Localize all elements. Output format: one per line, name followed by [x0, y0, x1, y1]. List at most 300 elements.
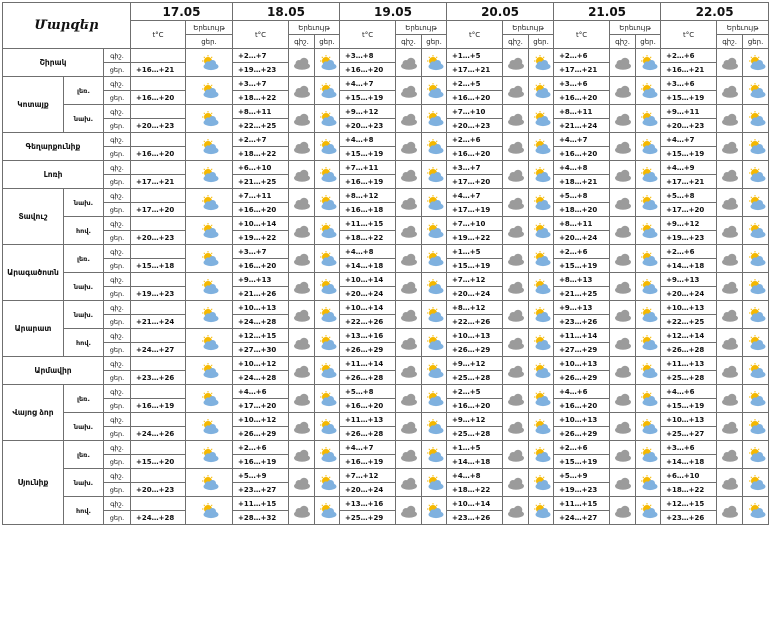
temperature-cell	[131, 189, 186, 203]
temperature-cell: +4…+8	[447, 469, 503, 483]
sun-cloud-icon	[746, 223, 766, 238]
cloud-icon	[292, 419, 312, 434]
weather-cell	[422, 49, 447, 77]
night-header: գիշ.	[717, 35, 743, 49]
sun-cloud-icon	[424, 475, 444, 490]
subzone-label: նախ.	[64, 301, 104, 329]
temperature-cell	[131, 497, 186, 511]
weather-cell	[186, 441, 233, 469]
temperature-cell: +4…+7	[340, 77, 396, 91]
weather-cell	[396, 441, 422, 469]
sun-cloud-icon	[424, 55, 444, 70]
sun-cloud-icon	[638, 195, 658, 210]
temperature-cell: +18…+22	[447, 483, 503, 497]
period-label: գիշ.	[104, 217, 131, 231]
sun-cloud-icon	[746, 363, 766, 378]
weather-cell	[529, 301, 554, 329]
weather-cell	[636, 217, 661, 245]
sun-cloud-icon	[746, 307, 766, 322]
weather-cell	[503, 189, 529, 217]
region-name: Սյունիք	[3, 441, 64, 525]
period-label: ցեր.	[104, 231, 131, 245]
day-header: ցեր.	[186, 35, 233, 49]
weather-cell	[743, 469, 769, 497]
cloud-icon	[506, 111, 526, 126]
weather-cell	[610, 441, 636, 469]
sun-cloud-icon	[746, 335, 766, 350]
temperature-cell: +19…+23	[131, 287, 186, 301]
weather-cell	[396, 357, 422, 385]
weather-cell	[289, 469, 315, 497]
weather-cell	[636, 301, 661, 329]
sun-cloud-icon	[746, 195, 766, 210]
subzone-label: լեռ.	[64, 245, 104, 273]
sun-cloud-icon	[424, 195, 444, 210]
weather-cell	[315, 469, 340, 497]
weather-cell	[636, 497, 661, 525]
weather-cell	[396, 133, 422, 161]
region-name: Վայոց ձոր	[3, 385, 64, 441]
sun-cloud-icon	[199, 139, 219, 154]
weather-cell	[717, 217, 743, 245]
weather-cell	[717, 133, 743, 161]
temperature-cell: +8…+12	[447, 301, 503, 315]
cloud-icon	[613, 139, 633, 154]
night-header: գիշ.	[503, 35, 529, 49]
sun-cloud-icon	[531, 167, 551, 182]
weather-cell	[743, 301, 769, 329]
temperature-cell: +10…+13	[554, 413, 610, 427]
period-label: գիշ.	[104, 301, 131, 315]
sun-cloud-icon	[746, 251, 766, 266]
cloud-icon	[292, 335, 312, 350]
temperature-cell: +21…+26	[233, 287, 289, 301]
period-label: գիշ.	[104, 385, 131, 399]
sun-cloud-icon	[424, 335, 444, 350]
cloud-icon	[292, 391, 312, 406]
weather-cell	[315, 105, 340, 133]
temperature-cell: +18…+22	[340, 231, 396, 245]
weather-cell	[503, 49, 529, 77]
temperature-cell: +7…+12	[447, 273, 503, 287]
weather-cell	[289, 133, 315, 161]
temperature-cell: +8…+11	[233, 105, 289, 119]
table-row	[3, 273, 769, 287]
weather-cell	[422, 441, 447, 469]
sun-cloud-icon	[424, 139, 444, 154]
sun-cloud-icon	[199, 447, 219, 462]
weather-cell	[315, 49, 340, 77]
day-header: ցեր.	[636, 35, 661, 49]
temperature-cell: +16…+20	[131, 91, 186, 105]
sun-cloud-icon	[199, 335, 219, 350]
weather-cell	[717, 469, 743, 497]
temperature-cell: +20…+23	[131, 119, 186, 133]
weather-cell	[315, 301, 340, 329]
weather-cell	[717, 105, 743, 133]
temperature-cell	[131, 441, 186, 455]
weather-cell	[186, 357, 233, 385]
sun-cloud-icon	[199, 363, 219, 378]
weather-cell	[422, 329, 447, 357]
table-row	[3, 105, 769, 119]
sun-cloud-icon	[638, 335, 658, 350]
weather-cell	[503, 413, 529, 441]
sun-cloud-icon	[317, 279, 337, 294]
cloud-icon	[506, 391, 526, 406]
weather-cell	[610, 77, 636, 105]
cloud-icon	[720, 195, 740, 210]
weather-cell	[717, 329, 743, 357]
cloud-icon	[292, 55, 312, 70]
temperature-cell	[131, 273, 186, 287]
weather-cell	[422, 217, 447, 245]
cloud-icon	[720, 223, 740, 238]
sun-cloud-icon	[638, 223, 658, 238]
temperature-cell: +10…+13	[233, 301, 289, 315]
subzone-label: լեռ.	[64, 441, 104, 469]
cloud-icon	[720, 503, 740, 518]
weather-cell	[743, 385, 769, 413]
temperature-cell: +9…+12	[661, 217, 717, 231]
regions-header: Մարզեր	[3, 3, 131, 49]
temperature-cell: +11…+15	[340, 217, 396, 231]
temperature-cell: +10…+13	[661, 413, 717, 427]
temperature-cell: +4…+7	[447, 189, 503, 203]
sun-cloud-icon	[746, 503, 766, 518]
region-name: Շիրակ	[3, 49, 104, 77]
sun-cloud-icon	[317, 391, 337, 406]
cloud-icon	[399, 391, 419, 406]
weather-cell	[717, 77, 743, 105]
weather-cell	[529, 105, 554, 133]
temperature-cell: +3…+6	[661, 77, 717, 91]
sun-cloud-icon	[746, 475, 766, 490]
sun-cloud-icon	[424, 251, 444, 266]
temperature-cell: +11…+14	[554, 329, 610, 343]
temperature-cell: +23…+26	[131, 371, 186, 385]
temperature-cell: +2…+6	[554, 49, 610, 63]
weather-cell	[186, 133, 233, 161]
weather-cell	[315, 189, 340, 217]
temperature-cell: +15…+20	[131, 455, 186, 469]
temperature-cell: +4…+7	[661, 133, 717, 147]
weather-cell	[529, 413, 554, 441]
weather-cell	[636, 245, 661, 273]
temperature-cell: +8…+13	[554, 273, 610, 287]
cloud-icon	[399, 195, 419, 210]
temperature-cell: +17…+20	[447, 175, 503, 189]
weather-cell	[636, 385, 661, 413]
weather-cell	[610, 497, 636, 525]
sun-cloud-icon	[317, 503, 337, 518]
weather-cell	[743, 161, 769, 189]
sun-cloud-icon	[424, 83, 444, 98]
weather-cell	[396, 189, 422, 217]
cloud-icon	[506, 223, 526, 238]
temperature-cell: +3…+8	[340, 49, 396, 63]
phenomena-header: Երեւույթ	[396, 21, 447, 35]
temperature-cell: +27…+29	[554, 343, 610, 357]
cloud-icon	[720, 307, 740, 322]
weather-cell	[422, 245, 447, 273]
temperature-cell: +20…+24	[447, 287, 503, 301]
region-name: Արարատ	[3, 301, 64, 357]
period-label: ցեր.	[104, 483, 131, 497]
sun-cloud-icon	[317, 419, 337, 434]
day-header: ցեր.	[422, 35, 447, 49]
weather-cell	[422, 301, 447, 329]
weather-cell	[529, 49, 554, 77]
temperature-cell: +16…+20	[447, 399, 503, 413]
sun-cloud-icon	[531, 335, 551, 350]
period-label: ցեր.	[104, 455, 131, 469]
temperature-cell: +17…+21	[554, 63, 610, 77]
table-row	[3, 357, 769, 371]
weather-cell	[503, 329, 529, 357]
sun-cloud-icon	[199, 223, 219, 238]
weather-cell	[186, 105, 233, 133]
weather-cell	[315, 497, 340, 525]
weather-cell	[636, 189, 661, 217]
sun-cloud-icon	[638, 279, 658, 294]
temperature-cell: +17…+19	[447, 203, 503, 217]
cloud-icon	[720, 251, 740, 266]
weather-cell	[289, 105, 315, 133]
weather-cell	[396, 217, 422, 245]
temperature-cell	[131, 413, 186, 427]
period-label: ցեր.	[104, 175, 131, 189]
weather-cell	[743, 217, 769, 245]
temperature-cell: +21…+25	[233, 175, 289, 189]
temperature-cell: +11…+15	[233, 497, 289, 511]
table-row	[3, 413, 769, 427]
temperature-cell: +8…+12	[340, 189, 396, 203]
sun-cloud-icon	[317, 447, 337, 462]
weather-cell	[529, 245, 554, 273]
weather-cell	[503, 497, 529, 525]
weather-cell	[289, 441, 315, 469]
temperature-cell: +15…+19	[661, 399, 717, 413]
weather-cell	[717, 441, 743, 469]
cloud-icon	[292, 223, 312, 238]
temperature-cell: +9…+13	[661, 273, 717, 287]
temperature-cell: +26…+29	[554, 427, 610, 441]
sun-cloud-icon	[531, 363, 551, 378]
sun-cloud-icon	[317, 111, 337, 126]
temperature-cell: +26…+29	[554, 371, 610, 385]
weather-cell	[636, 413, 661, 441]
sun-cloud-icon	[746, 447, 766, 462]
temperature-cell: +10…+13	[554, 357, 610, 371]
weather-cell	[503, 105, 529, 133]
cloud-icon	[720, 391, 740, 406]
temperature-cell: +25…+27	[661, 427, 717, 441]
temperature-cell: +2…+7	[233, 133, 289, 147]
temperature-cell	[131, 49, 186, 63]
temperature-cell: +4…+7	[554, 133, 610, 147]
sun-cloud-icon	[746, 279, 766, 294]
cloud-icon	[506, 195, 526, 210]
weather-cell	[529, 441, 554, 469]
table-row	[3, 77, 769, 91]
subzone-label: նախ.	[64, 413, 104, 441]
sun-cloud-icon	[199, 251, 219, 266]
cloud-icon	[506, 447, 526, 462]
temperature-cell: +13…+16	[340, 329, 396, 343]
weather-cell	[396, 469, 422, 497]
cloud-icon	[613, 83, 633, 98]
temperature-cell: +2…+7	[233, 49, 289, 63]
cloud-icon	[506, 55, 526, 70]
sun-cloud-icon	[317, 83, 337, 98]
sun-cloud-icon	[531, 475, 551, 490]
temperature-cell: +26…+28	[340, 371, 396, 385]
period-label: գիշ.	[104, 245, 131, 259]
weather-cell	[743, 497, 769, 525]
temperature-cell: +2…+5	[447, 385, 503, 399]
cloud-icon	[506, 335, 526, 350]
weather-cell	[529, 329, 554, 357]
weather-cell	[610, 245, 636, 273]
sun-cloud-icon	[638, 447, 658, 462]
weather-cell	[289, 217, 315, 245]
weather-cell	[186, 49, 233, 77]
sun-cloud-icon	[317, 307, 337, 322]
temperature-cell: +22…+26	[340, 315, 396, 329]
temperature-cell: +1…+5	[447, 441, 503, 455]
temperature-cell: +15…+19	[554, 455, 610, 469]
weather-cell	[186, 497, 233, 525]
cloud-icon	[720, 279, 740, 294]
phenomena-header: Երեւույթ	[186, 21, 233, 35]
weather-cell	[610, 413, 636, 441]
weather-cell	[396, 49, 422, 77]
cloud-icon	[506, 279, 526, 294]
temperature-cell: +3…+6	[661, 441, 717, 455]
temperature-cell: +9…+12	[340, 105, 396, 119]
temperature-cell: +7…+10	[447, 105, 503, 119]
period-label: գիշ.	[104, 189, 131, 203]
weather-cell	[315, 413, 340, 441]
temperature-cell: +2…+6	[554, 441, 610, 455]
weather-cell	[315, 161, 340, 189]
day-header: ցեր.	[529, 35, 554, 49]
weather-cell	[422, 133, 447, 161]
weather-cell	[289, 413, 315, 441]
temperature-cell: +15…+19	[340, 147, 396, 161]
cloud-icon	[613, 475, 633, 490]
sun-cloud-icon	[746, 139, 766, 154]
weather-cell	[422, 161, 447, 189]
weather-cell	[422, 273, 447, 301]
day-header: ցեր.	[743, 35, 769, 49]
temperature-cell: +2…+6	[661, 245, 717, 259]
weather-cell	[743, 77, 769, 105]
weather-cell	[717, 49, 743, 77]
subzone-label: նախ.	[64, 105, 104, 133]
sun-cloud-icon	[531, 419, 551, 434]
temperature-cell	[131, 77, 186, 91]
weather-cell	[289, 385, 315, 413]
sun-cloud-icon	[746, 111, 766, 126]
sun-cloud-icon	[199, 83, 219, 98]
table-row	[3, 497, 769, 511]
temperature-cell: +11…+14	[340, 357, 396, 371]
sun-cloud-icon	[199, 475, 219, 490]
subzone-label: հով.	[64, 329, 104, 357]
cloud-icon	[292, 111, 312, 126]
weather-cell	[289, 301, 315, 329]
weather-cell	[503, 385, 529, 413]
temperature-cell: +4…+6	[554, 385, 610, 399]
phenomena-header: Երեւույթ	[717, 21, 769, 35]
weather-cell	[529, 189, 554, 217]
weather-cell	[610, 189, 636, 217]
weather-cell	[717, 357, 743, 385]
sun-cloud-icon	[424, 391, 444, 406]
cloud-icon	[613, 503, 633, 518]
temperature-cell	[131, 469, 186, 483]
weather-cell	[529, 357, 554, 385]
cloud-icon	[720, 447, 740, 462]
weather-cell	[396, 77, 422, 105]
weather-cell	[315, 217, 340, 245]
cloud-icon	[399, 335, 419, 350]
temperature-cell: +1…+5	[447, 49, 503, 63]
cloud-icon	[720, 363, 740, 378]
weather-cell	[610, 133, 636, 161]
weather-cell	[743, 189, 769, 217]
temperature-cell: +18…+22	[661, 483, 717, 497]
temperature-cell: +25…+29	[340, 511, 396, 525]
weather-cell	[503, 217, 529, 245]
temperature-cell: +10…+12	[233, 357, 289, 371]
date-header: 17.05	[131, 3, 233, 21]
period-label: ցեր.	[104, 259, 131, 273]
weather-cell	[422, 105, 447, 133]
cloud-icon	[399, 223, 419, 238]
temperature-cell: +16…+21	[131, 63, 186, 77]
weather-cell	[289, 77, 315, 105]
temperature-cell: +15…+19	[340, 91, 396, 105]
table-row	[3, 385, 769, 399]
temperature-cell: +7…+10	[447, 217, 503, 231]
weather-cell	[529, 469, 554, 497]
cloud-icon	[292, 503, 312, 518]
weather-cell	[422, 469, 447, 497]
temperature-cell: +3…+7	[447, 161, 503, 175]
table-row	[3, 469, 769, 483]
temperature-cell: +24…+26	[131, 427, 186, 441]
sun-cloud-icon	[424, 503, 444, 518]
temperature-cell: +20…+23	[340, 119, 396, 133]
subzone-label: նախ.	[64, 469, 104, 497]
sun-cloud-icon	[199, 503, 219, 518]
weather-cell	[396, 385, 422, 413]
temperature-cell: +4…+9	[661, 161, 717, 175]
temperature-cell: +2…+6	[447, 133, 503, 147]
weather-cell	[422, 189, 447, 217]
weather-cell	[186, 189, 233, 217]
temperature-cell	[131, 357, 186, 371]
weather-cell	[503, 245, 529, 273]
temperature-cell: +4…+6	[661, 385, 717, 399]
weather-cell	[186, 413, 233, 441]
cloud-icon	[399, 167, 419, 182]
weather-cell	[315, 441, 340, 469]
temperature-header: t°C	[554, 21, 610, 49]
